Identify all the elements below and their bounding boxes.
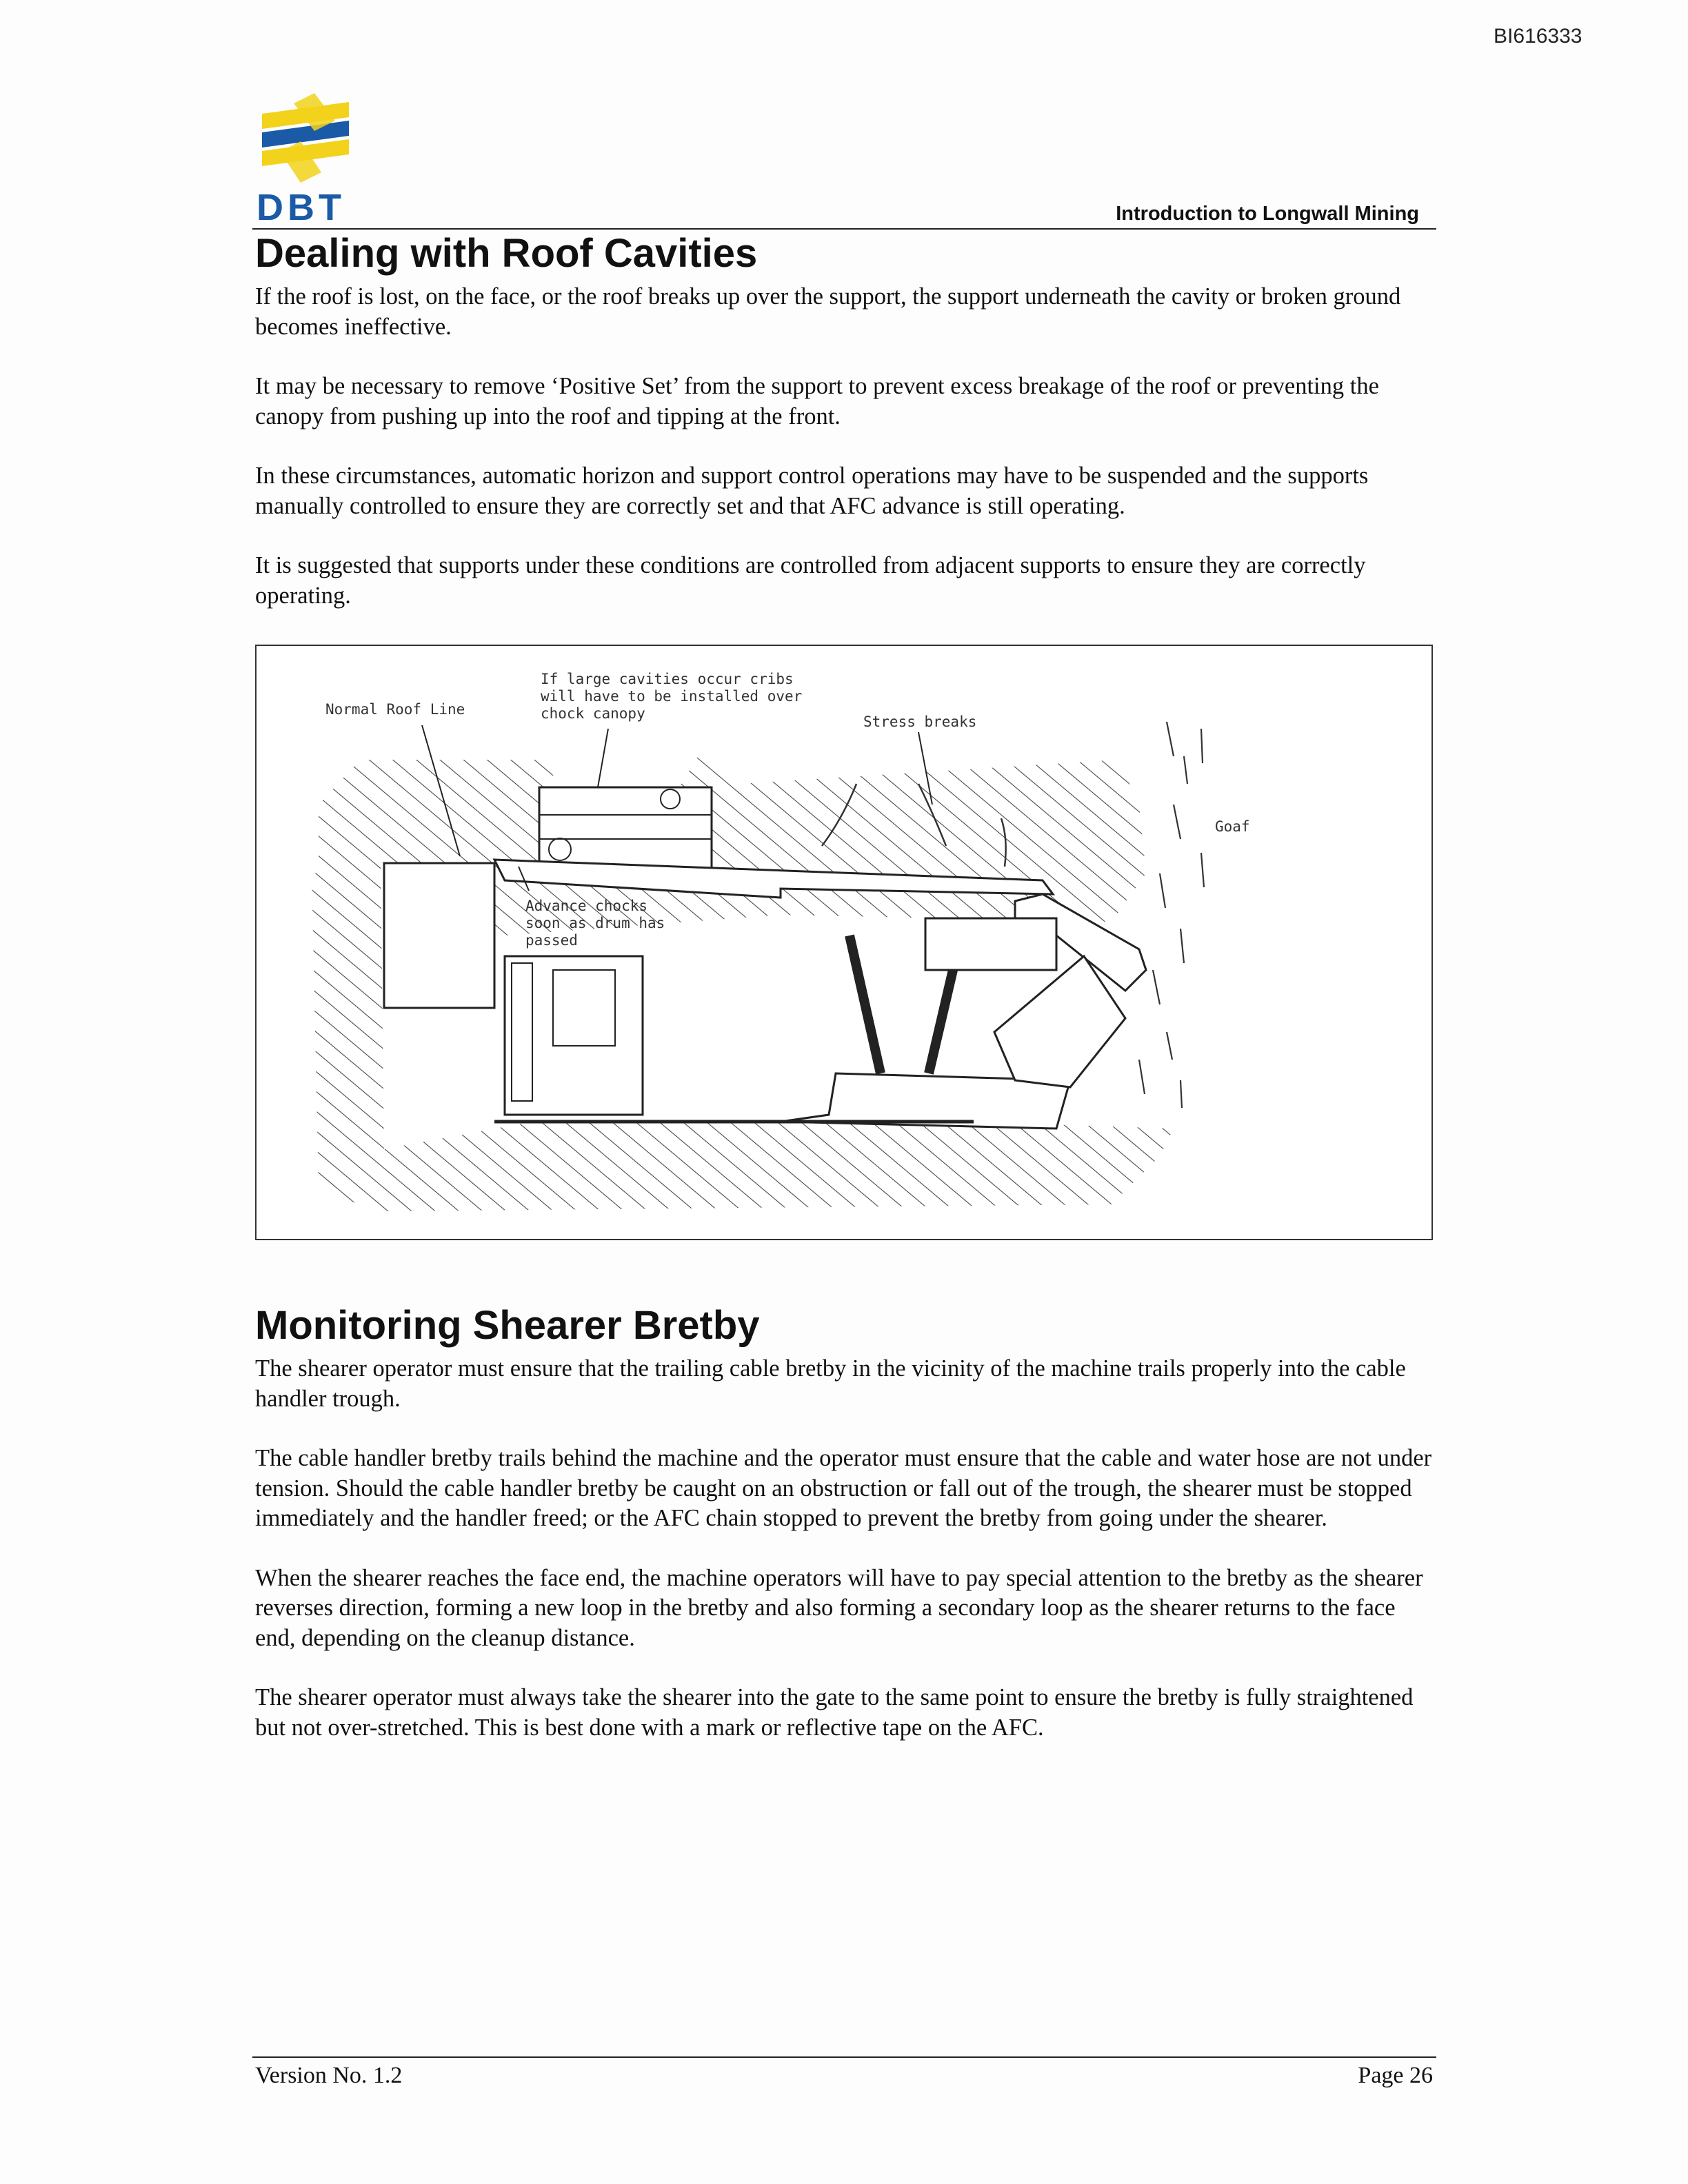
paragraph: It is suggested that supports under these conditions are controlled from adjacent supports to ensure they are correctly operating. — [255, 552, 1366, 609]
version-number: Version No. 1.2 — [255, 2063, 403, 2088]
roof-cavity-diagram — [255, 645, 1433, 1240]
paragraph: The shearer operator must ensure that the trailing cable bretby in the vicinity of the machine trails properly into the cable handler trough. — [255, 1355, 1406, 1412]
label-stress-breaks: Stress breaks — [863, 714, 977, 730]
header-title: Introduction to Longwall Mining — [1116, 203, 1419, 225]
section-heading: Monitoring Shearer Bretby — [255, 1303, 760, 1348]
label-advance-chocks: Advance chocks soon as drum has passed — [525, 898, 665, 949]
diagram-drawing — [257, 646, 1434, 1242]
section-heading: Dealing with Roof Cavities — [255, 231, 758, 276]
paragraph: The shearer operator must always take the shearer into the gate to the same point to ensure the bretby is fully straightened but not over-stretched. This is best done with a mark or reflective tape on the AFC. — [255, 1684, 1414, 1741]
document-id: BI616333 — [1494, 25, 1582, 48]
label-normal-roof-line: Normal Roof Line — [325, 701, 465, 718]
logo-mark — [252, 90, 356, 186]
section-monitoring-bretby — [255, 1302, 1434, 1772]
dbt-logo — [252, 90, 356, 228]
label-cavities-note: If large cavities occur cribs will have to be installed over chock canopy — [541, 671, 803, 722]
paragraph: In these circumstances, automatic horizon and support control operations may have to be suspended and the supports manually controlled to ensure they are correctly set and that AFC advance is still operating. — [255, 463, 1369, 519]
paragraph: It may be necessary to remove ‘Positive Set’ from the support to prevent excess breakage of the roof or preventing the canopy from pushing up into the roof and tipping at the front. — [255, 373, 1379, 429]
footer-divider — [252, 2056, 1436, 2058]
logo-text: DBT — [257, 187, 345, 228]
label-goaf: Goaf — [1215, 818, 1250, 835]
page-number: Page 26 — [1358, 2063, 1433, 2088]
paragraph: When the shearer reaches the face end, the machine operators will have to pay special attention to the bretby as the shearer reverses direction, forming a new loop in the bretby and also forming a secondary loop as the shearer returns to the face end, depending on the cleanup distance. — [255, 1564, 1423, 1651]
section-roof-cavities — [255, 230, 1434, 640]
paragraph: The cable handler bretby trails behind the machine and the operator must ensure that the cable and water hose are not under tension. Should the cable handler bretby be caught on an obstruction or fall out of the trough, the shearer must be stopped immediately and the handler freed; or the AFC chain stopped to prevent the bretby from going under the shearer. — [255, 1445, 1432, 1531]
paragraph: If the roof is lost, on the face, or the roof breaks up over the support, the support underneath the cavity or broken ground becomes ineffective. — [255, 283, 1401, 340]
